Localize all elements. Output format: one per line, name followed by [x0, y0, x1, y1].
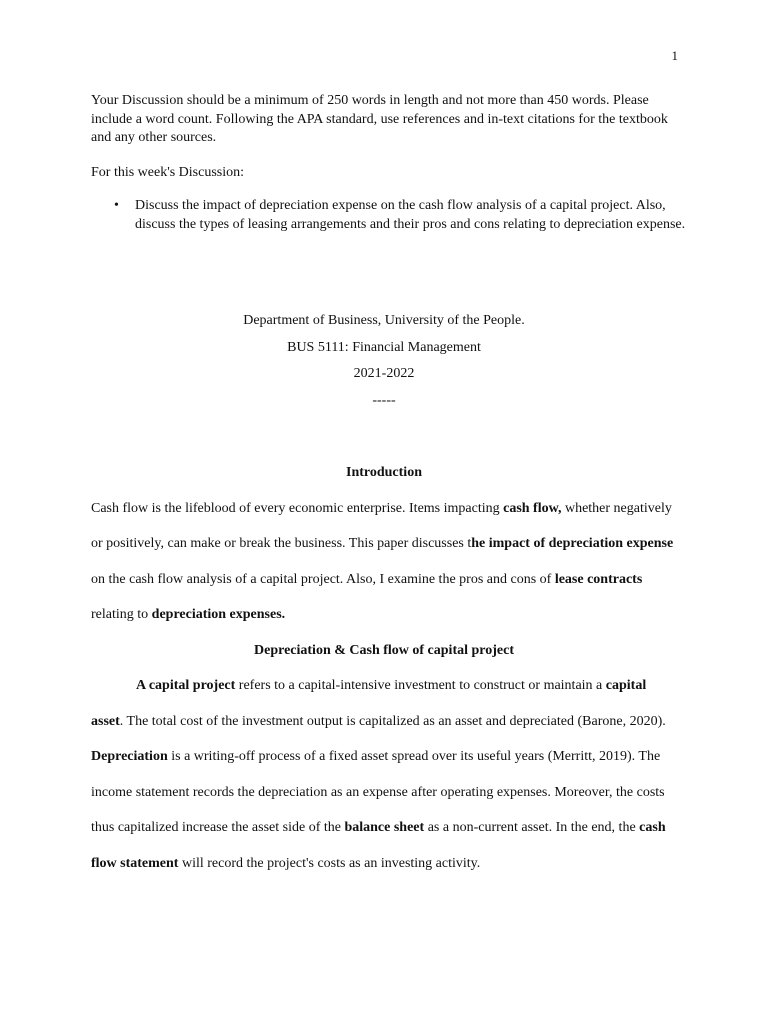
section-paragraph: A capital project refers to a capital-intensive investment to construct or maintain a capital asset. The total cost of the investment output is capitalized as an asset and depreciated (Barone, 2020). Depreciation is a writing-off process of a fixed asset spread over its useful years (Merritt, 2019). The income statement records the depreciation as an expense after operating expenses. Moreover, the costs thus capitalized increase the asset side of the balance sheet as a non-current asset. In the end, the cash flow statement will record the project's costs as an investing activity.	[91, 678, 666, 871]
bullet-icon: •	[114, 198, 119, 213]
introduction-paragraph: Cash flow is the lifeblood of every economic enterprise. Items impacting cash flow, whether negatively or positively, can make or break the business. This paper discusses the impact of depreciation expense on the cash flow analysis of a capital project. Also, I examine the pros and cons of lease contracts relating to depreciation expenses.	[91, 500, 674, 622]
discussion-prompt: For this week's Discussion:	[91, 164, 245, 180]
task-list	[91, 197, 691, 234]
divider-line: -----	[372, 392, 396, 408]
paper-body	[91, 455, 677, 881]
course-line: BUS 5111: Financial Management	[287, 339, 481, 355]
task-list-item	[91, 197, 691, 234]
introduction-heading: Introduction	[346, 465, 422, 480]
task-text: Discuss the impact of depreciation expense on the cash flow analysis of a capital project. Also, discuss the types of leasing arrangements and their pros and cons relating to depreciation expense.	[135, 198, 686, 232]
instructions-paragraph: Your Discussion should be a minimum of 250 words in length and not more than 450 words. Please include a word count. Following the APA standard, use references and in-text citations for the textbook and any other sources.	[91, 93, 668, 145]
assignment-instructions	[91, 92, 691, 234]
section-heading: Depreciation & Cash flow of capital project	[254, 642, 514, 658]
department-line: Department of Business, University of the People.	[243, 313, 525, 328]
year-line: 2021-2022	[353, 366, 415, 381]
title-block	[0, 308, 768, 414]
page-number: 1	[671, 48, 678, 63]
